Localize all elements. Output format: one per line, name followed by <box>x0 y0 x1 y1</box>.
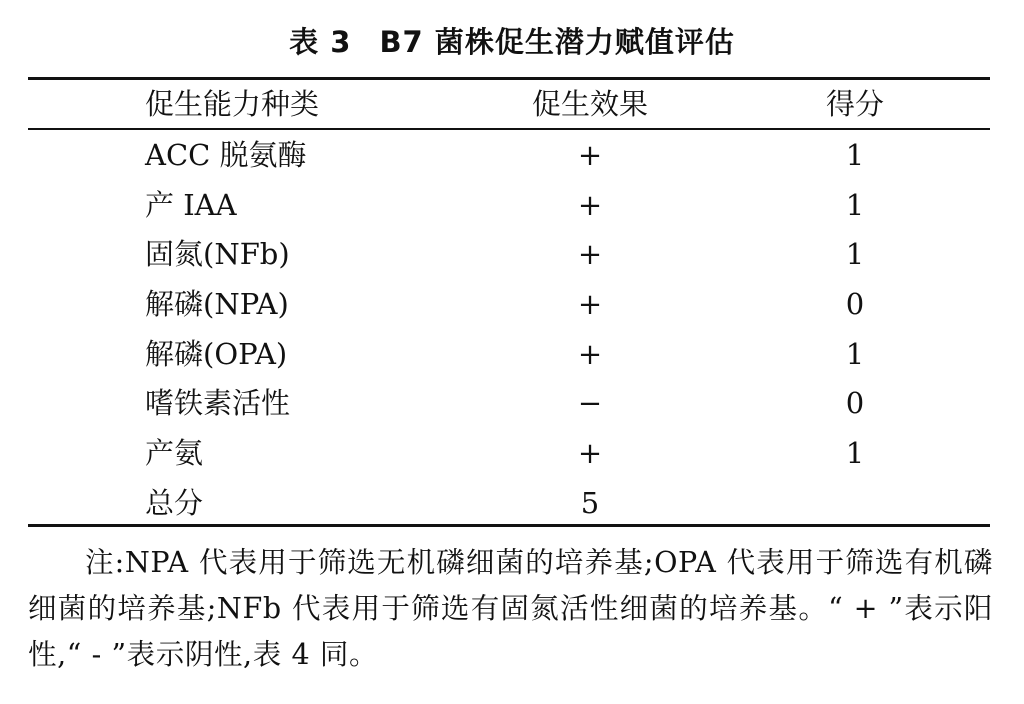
table-title: B7 菌株促生潜力赋值评估 <box>379 25 735 59</box>
cell-type: 产 IAA <box>145 187 237 222</box>
header-type: 促生能力种类 <box>145 87 320 121</box>
cell-effect: + <box>577 138 603 172</box>
table-bottom-rule <box>28 524 990 527</box>
table-row <box>0 379 1024 429</box>
table-row-total <box>0 479 1024 529</box>
cell-score: 0 <box>845 386 865 421</box>
cell-type: 固氮(NFb) <box>145 237 290 272</box>
cell-type: 嗜铁素活性 <box>145 386 291 421</box>
table-header-rule <box>28 128 990 130</box>
cell-effect: + <box>577 237 603 272</box>
cell-type: 总分 <box>145 485 204 520</box>
cell-effect: − <box>577 386 603 421</box>
header-effect: 促生效果 <box>531 87 648 121</box>
table-row <box>0 280 1024 330</box>
table-row <box>0 181 1024 231</box>
cell-type: ACC 脱氨酶 <box>145 138 307 172</box>
table-row <box>0 230 1024 280</box>
cell-effect: 5 <box>580 485 600 520</box>
header-score: 得分 <box>825 87 884 121</box>
table-caption <box>0 22 1024 62</box>
table-row <box>0 330 1024 380</box>
cell-effect: + <box>577 436 603 471</box>
cell-type: 解磷(OPA) <box>145 336 288 371</box>
table-row <box>0 131 1024 181</box>
cell-score: 1 <box>845 237 865 272</box>
cell-score: 1 <box>845 138 865 172</box>
cell-type: 产氨 <box>145 436 204 471</box>
table-top-rule <box>28 77 990 80</box>
table-row <box>0 429 1024 479</box>
cell-effect: + <box>577 287 603 322</box>
cell-score: 1 <box>845 336 865 371</box>
cell-effect: + <box>577 187 603 222</box>
cell-type: 解磷(NPA) <box>145 287 289 322</box>
table-header-row <box>0 82 1024 126</box>
cell-effect: + <box>577 336 603 371</box>
table-footnote: 注:NPA 代表用于筛选无机磷细菌的培养基;OPA 代表用于筛选有机磷细菌的培养基;NFb 代表用于筛选有固氮活性细菌的培养基。“ + ”表示阳性,“ - ”表示阴性,表 4 同。 <box>28 546 993 671</box>
table-body <box>0 131 1024 529</box>
cell-score: 1 <box>845 187 865 222</box>
cell-score: 0 <box>845 287 865 322</box>
cell-score: 1 <box>845 436 865 471</box>
table-number: 表 3 <box>289 25 352 59</box>
